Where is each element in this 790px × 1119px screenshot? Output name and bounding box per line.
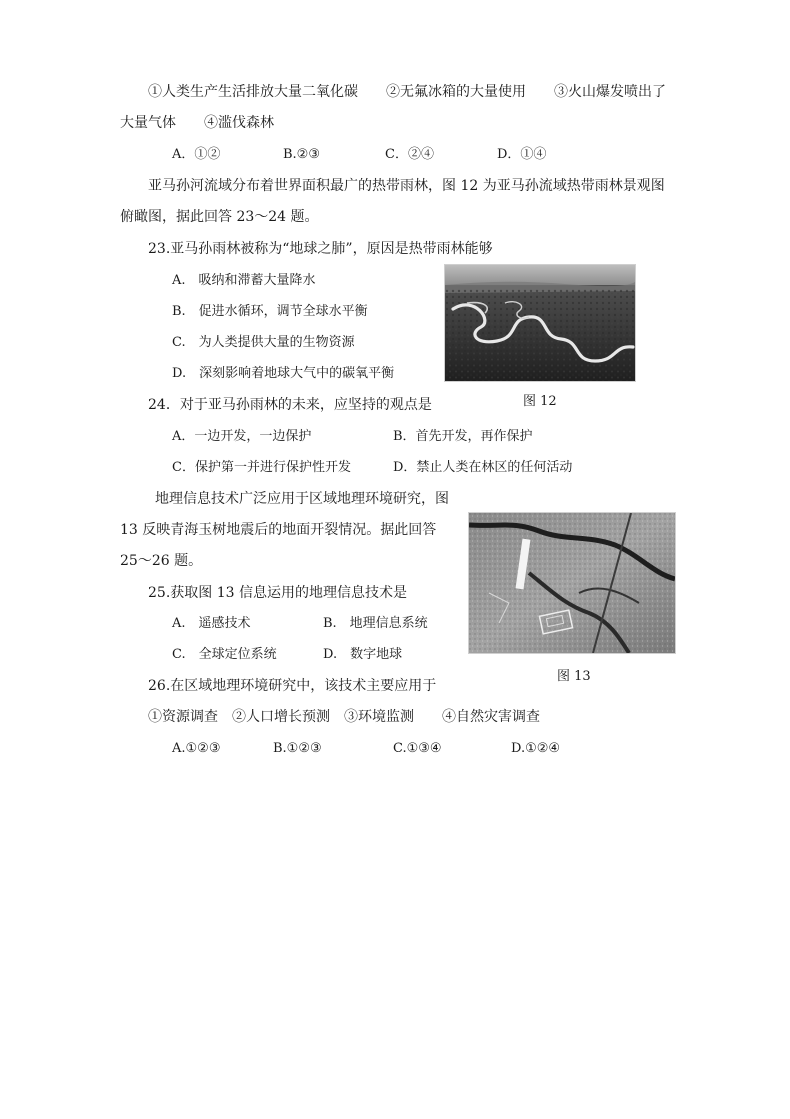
q23-option-c: C. 为人类提供大量的生物资源: [172, 335, 355, 350]
q24-stem: 24．对于亚马孙雨林的未来，应坚持的观点是: [148, 397, 432, 413]
q26-items: ①资源调查 ②人口增长预测 ③环境监测 ④自然灾害调查: [148, 709, 540, 725]
q23-option-d: D. 深刻影响着地球大气中的碳氧平衡: [172, 366, 395, 381]
passage-amazon-line-1: 亚马孙河流域分布着世界面积最广的热带雨林，图 12 为亚马孙流域热带雨林景观图: [148, 178, 665, 194]
q23-option-a: A. 吸纳和滞蓄大量降水: [172, 273, 316, 288]
q22-statement-line-2: 大量气体 ④滥伐森林: [120, 115, 274, 131]
q24-option-a: A．一边开发，一边保护: [172, 429, 312, 444]
q26-stem: 26.在区域地理环境研究中，该技术主要应用于: [148, 678, 437, 694]
q26-option-d: D.①②④: [511, 741, 561, 756]
q23-stem: 23.亚马孙雨林被称为“地球之肺”，原因是热带雨林能够: [148, 241, 493, 257]
passage-gis-line-1: 地理信息技术广泛应用于区域地理环境研究，图: [155, 491, 449, 507]
q26-option-b: B.①②③: [273, 741, 322, 756]
passage-gis-line-3: 25～26 题。: [120, 553, 203, 569]
q22-option-b: B.②③: [283, 147, 320, 162]
q25-option-b: B. 地理信息系统: [323, 616, 428, 631]
q22-option-c: C．②④: [385, 147, 434, 162]
figure-12-rainforest-photo: [444, 264, 636, 382]
q22-option-a: A．①②: [172, 147, 221, 162]
q23-option-b: B. 促进水循环，调节全球水平衡: [172, 304, 368, 319]
passage-gis-line-2: 13 反映青海玉树地震后的地面开裂情况。据此回答: [120, 522, 437, 538]
q24-option-d: D．禁止人类在林区的任何活动: [393, 460, 573, 475]
figure-13-remote-sensing-photo: [468, 512, 676, 654]
q24-option-b: B．首先开发，再作保护: [393, 429, 533, 444]
q25-option-d: D. 数字地球: [323, 647, 403, 662]
q25-stem: 25.获取图 13 信息运用的地理信息技术是: [148, 585, 407, 601]
passage-amazon-line-2: 俯瞰图，据此回答 23～24 题。: [120, 209, 319, 225]
q25-option-c: C. 全球定位系统: [172, 647, 277, 662]
q26-option-c: C.①③④: [393, 741, 442, 756]
figure-13-caption: 图 13: [557, 669, 591, 684]
q24-option-c: C．保护第一并进行保护性开发: [172, 460, 351, 475]
q26-option-a: A.①②③: [172, 741, 221, 756]
q25-option-a: A. 遥感技术: [172, 616, 251, 631]
q22-option-d: D．①④: [497, 147, 547, 162]
figure-12-caption: 图 12: [523, 394, 557, 409]
q22-statement-line-1: ①人类生产生活排放大量二氧化碳 ②无氟冰箱的大量使用 ③火山爆发喷出了: [148, 84, 666, 100]
